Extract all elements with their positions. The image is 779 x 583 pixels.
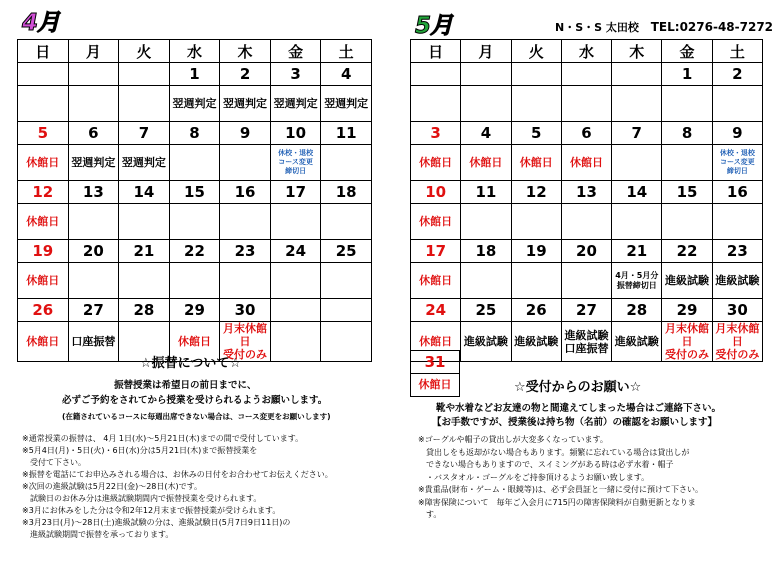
may-day-note: [461, 86, 511, 122]
may-31-day: 31: [411, 351, 459, 374]
may-day-note: 進級試験: [612, 322, 662, 362]
april-day-number: 24: [270, 240, 321, 263]
may-day-number: 17: [411, 240, 461, 263]
april-day-note: [270, 263, 321, 299]
may-day-note: 4月・5月分 振替締切日: [612, 263, 662, 299]
transfer-paren: (在籍されているコースに毎週出席できない場合は、コース変更をお願いします): [62, 412, 331, 421]
april-day-note: 翌週判定: [169, 86, 220, 122]
request-note-line: ※障害保険について 毎年ご入会月に715円の障害保険料が自動更新となりま: [418, 497, 696, 507]
may-day-note: [612, 145, 662, 181]
april-day-note: 休校・退校 コース変更 締切日: [270, 145, 321, 181]
may-day-number: [612, 63, 662, 86]
april-day-note: [119, 263, 170, 299]
april-day-note: [68, 86, 119, 122]
april-day-number: 5: [18, 122, 69, 145]
april-day-number: 26: [18, 299, 69, 322]
school-name: N・S・S 太田校: [555, 21, 639, 34]
april-day-number: 6: [68, 122, 119, 145]
april-day-number: 19: [18, 240, 69, 263]
april-day-number: 13: [68, 181, 119, 204]
april-day-note: [220, 204, 271, 240]
may-day-number: 28: [612, 299, 662, 322]
request-notes: [418, 434, 703, 522]
april-day-note: [270, 204, 321, 240]
april-day-note: 休館日: [18, 322, 69, 362]
may-day-number: 9: [712, 122, 762, 145]
april-day-number: [18, 63, 69, 86]
may-day-note: [662, 204, 712, 240]
may-day-note: [561, 86, 611, 122]
april-day-number: 8: [169, 122, 220, 145]
transfer-note-line: ※次回の進級試験は5月22日(金)～28日(木)です。: [22, 482, 202, 491]
april-day-note: [68, 204, 119, 240]
april-day-note: 休館日: [18, 263, 69, 299]
april-weekday-header: 水: [169, 40, 220, 63]
may-day-note: 休館日: [461, 145, 511, 181]
april-day-number: 29: [169, 299, 220, 322]
april-day-number: 16: [220, 181, 271, 204]
may-day-note: [561, 263, 611, 299]
april-day-number: 25: [321, 240, 372, 263]
may-day-note: 休館日: [561, 145, 611, 181]
april-day-note: [220, 145, 271, 181]
april-day-note: [119, 86, 170, 122]
may-weekday-header: 金: [662, 40, 712, 63]
may-day-note: 休館日: [411, 322, 461, 362]
april-day-number: [68, 63, 119, 86]
may-day-note: 休館日: [411, 263, 461, 299]
may-day-number: 18: [461, 240, 511, 263]
may-day-note: [712, 86, 762, 122]
may-day-note: [511, 204, 561, 240]
may-day-note: [511, 263, 561, 299]
may-day-number: 10: [411, 181, 461, 204]
may-day-number: 1: [662, 63, 712, 86]
may-day-note: 休校・退校 コース変更 締切日: [712, 145, 762, 181]
transfer-note-line: 進級試験期間で振替を承っております。: [22, 530, 174, 539]
may-day-note: [662, 86, 712, 122]
transfer-note-line: ※振替を電話にてお申込みされる場合は、お休みの日付をお合わせてお伝えください。: [22, 470, 333, 479]
may-day-number: [511, 63, 561, 86]
request-note-line: ※ゴーグルや帽子の貸出しが大変多くなっています。: [418, 435, 608, 444]
may-day-number: 24: [411, 299, 461, 322]
may-day-note: [411, 86, 461, 122]
request-note-line: 貸出しをも返却がない場合もあります。頻繁に忘れている場合は貸出しが: [418, 447, 690, 457]
may-day-number: 23: [712, 240, 762, 263]
april-day-note: [220, 263, 271, 299]
april-day-note: [321, 322, 372, 362]
transfer-note-line: ※3月23日(月)～28日(土)進級試験の分は、進級試験日(5月7日9日11日)の: [22, 518, 291, 527]
transfer-line-1: 振替授業は希望日の前日までに、: [114, 380, 257, 391]
april-day-note: 休館日: [18, 145, 69, 181]
may-day-number: 4: [461, 122, 511, 145]
may-day-number: 3: [411, 122, 461, 145]
transfer-note-line: ※通常授業の振替は、 4月 1日(水)～5月21日(木)までの間で受付しています。: [22, 434, 304, 443]
may-weekday-header: 月: [461, 40, 511, 63]
may-day-number: 30: [712, 299, 762, 322]
april-day-number: 22: [169, 240, 220, 263]
may-day-number: 2: [712, 63, 762, 86]
transfer-note-line: ※3月にお休みをした分は令和2年12月末まで振替授業が受けられます。: [22, 506, 281, 515]
april-day-note: [321, 263, 372, 299]
may-day-number: 7: [612, 122, 662, 145]
may-day-note: 進級試験: [461, 322, 511, 362]
may-weekday-header: 水: [561, 40, 611, 63]
may-day-number: [561, 63, 611, 86]
request-note-line: できない場合もありますので、スイミングがある時は必ず水着・帽子: [418, 460, 674, 469]
may-day-number: 6: [561, 122, 611, 145]
may-weekday-header: 火: [511, 40, 561, 63]
may-day-note: [612, 86, 662, 122]
april-day-note: 口座振替: [68, 322, 119, 362]
april-day-number: 10: [270, 122, 321, 145]
april-day-number: 17: [270, 181, 321, 204]
april-day-note: [321, 204, 372, 240]
april-day-note: 翌週判定: [68, 145, 119, 181]
april-day-number: 27: [68, 299, 119, 322]
may-day-number: 12: [511, 181, 561, 204]
april-weekday-header: 日: [18, 40, 69, 63]
transfer-notes: [22, 433, 333, 541]
may-day-note: [461, 263, 511, 299]
april-day-note: 休館日: [169, 322, 220, 362]
may-day-note: 休館日: [411, 204, 461, 240]
april-day-number: 7: [119, 122, 170, 145]
may-day-number: [461, 63, 511, 86]
may-day-number: [411, 63, 461, 86]
may-day-note: [511, 86, 561, 122]
may-day-number: 11: [461, 181, 511, 204]
may-weekday-header: 木: [612, 40, 662, 63]
request-heading: ☆受付からのお願い☆: [514, 380, 642, 395]
april-day-note: [68, 263, 119, 299]
april-day-note: [169, 263, 220, 299]
request-note-line: ・バスタオル・ゴーグルをご持参頂けるようお願い致します。: [418, 472, 650, 482]
april-day-note: [169, 145, 220, 181]
april-day-number: 2: [220, 63, 271, 86]
transfer-note-line: 受付て下さい。: [22, 458, 86, 467]
may-day-number: 13: [561, 181, 611, 204]
april-day-number: [321, 299, 372, 322]
april-day-number: 1: [169, 63, 220, 86]
april-weekday-header: 土: [321, 40, 372, 63]
may-day-number: 14: [612, 181, 662, 204]
april-day-number: 4: [321, 63, 372, 86]
april-calendar: [17, 39, 372, 362]
may-day-note: 休館日: [411, 145, 461, 181]
april-day-number: [119, 63, 170, 86]
april-day-note: 翌週判定: [119, 145, 170, 181]
may-title: 5月: [415, 13, 453, 39]
april-day-number: 9: [220, 122, 271, 145]
may-day-note: 休館日: [511, 145, 561, 181]
may-day-number: 29: [662, 299, 712, 322]
request-line-2: 【お手数ですが、授業後は持ち物（名前）の確認をお願いします】: [432, 417, 718, 428]
may-31-cell: [410, 350, 460, 397]
april-day-note: 翌週判定: [321, 86, 372, 122]
school-info: [555, 19, 773, 35]
may-day-note: 月末休館日 受付のみ: [662, 322, 712, 362]
may-day-number: 21: [612, 240, 662, 263]
april-day-number: 30: [220, 299, 271, 322]
may-day-number: 5: [511, 122, 561, 145]
april-day-note: [18, 86, 69, 122]
may-day-number: 20: [561, 240, 611, 263]
april-day-note: 翌週判定: [270, 86, 321, 122]
may-day-number: 16: [712, 181, 762, 204]
request-note-line: す。: [418, 510, 442, 519]
april-day-number: [270, 299, 321, 322]
transfer-note-line: ※5月4日(月)・5日(火)・6日(水)分は5月21日(木)まで振替授業を: [22, 446, 258, 455]
april-day-number: 15: [169, 181, 220, 204]
april-day-number: 21: [119, 240, 170, 263]
may-day-note: [461, 204, 511, 240]
april-day-note: 翌週判定: [220, 86, 271, 122]
april-day-note: 休館日: [18, 204, 69, 240]
may-day-note: 進級試験 口座振替: [561, 322, 611, 362]
may-day-note: [612, 204, 662, 240]
may-day-number: 22: [662, 240, 712, 263]
april-day-note: [119, 204, 170, 240]
april-day-number: 28: [119, 299, 170, 322]
april-weekday-header: 木: [220, 40, 271, 63]
april-day-number: 18: [321, 181, 372, 204]
may-day-number: 19: [511, 240, 561, 263]
april-weekday-header: 金: [270, 40, 321, 63]
may-day-number: 25: [461, 299, 511, 322]
may-day-number: 26: [511, 299, 561, 322]
request-line-1: 靴や水着などお友達の物と間違えてしまった場合はご連絡下さい。: [436, 403, 722, 414]
may-day-note: [712, 204, 762, 240]
school-tel: TEL:0276-48-7272: [650, 20, 774, 34]
may-weekday-header: 日: [411, 40, 461, 63]
april-day-number: 23: [220, 240, 271, 263]
may-day-note: 進級試験: [712, 263, 762, 299]
transfer-line-2: 必ずご予約をされてから授業を受けられるようお願いします。: [62, 395, 328, 406]
may-day-number: 15: [662, 181, 712, 204]
april-day-number: 11: [321, 122, 372, 145]
may-day-number: 27: [561, 299, 611, 322]
may-weekday-header: 土: [712, 40, 762, 63]
april-day-note: [169, 204, 220, 240]
transfer-note-line: 試験日のお休み分は進級試験期間内で振替授業を受けられます。: [22, 494, 262, 503]
april-weekday-header: 火: [119, 40, 170, 63]
april-day-number: 12: [18, 181, 69, 204]
may-day-note: [561, 204, 611, 240]
may-day-note: [662, 145, 712, 181]
april-day-number: 20: [68, 240, 119, 263]
may-day-number: 8: [662, 122, 712, 145]
may-day-note: 月末休館日 受付のみ: [712, 322, 762, 362]
april-day-number: 3: [270, 63, 321, 86]
april-day-note: 月末休館日 受付のみ: [220, 322, 271, 362]
request-note-line: ※貴重品(財布・ゲーム・眼鏡等)は、必ず会員証と一緒に受付に預けて下さい。: [418, 485, 703, 494]
may-31-note: 休館日: [418, 378, 452, 391]
may-day-note: 進級試験: [662, 263, 712, 299]
april-weekday-header: 月: [68, 40, 119, 63]
may-day-note: 進級試験: [511, 322, 561, 362]
april-day-note: [321, 145, 372, 181]
april-day-number: 14: [119, 181, 170, 204]
april-title: 4月: [22, 10, 60, 36]
april-day-note: [270, 322, 321, 362]
transfer-heading: ☆振替について☆: [140, 356, 242, 371]
may-calendar: [410, 39, 763, 362]
